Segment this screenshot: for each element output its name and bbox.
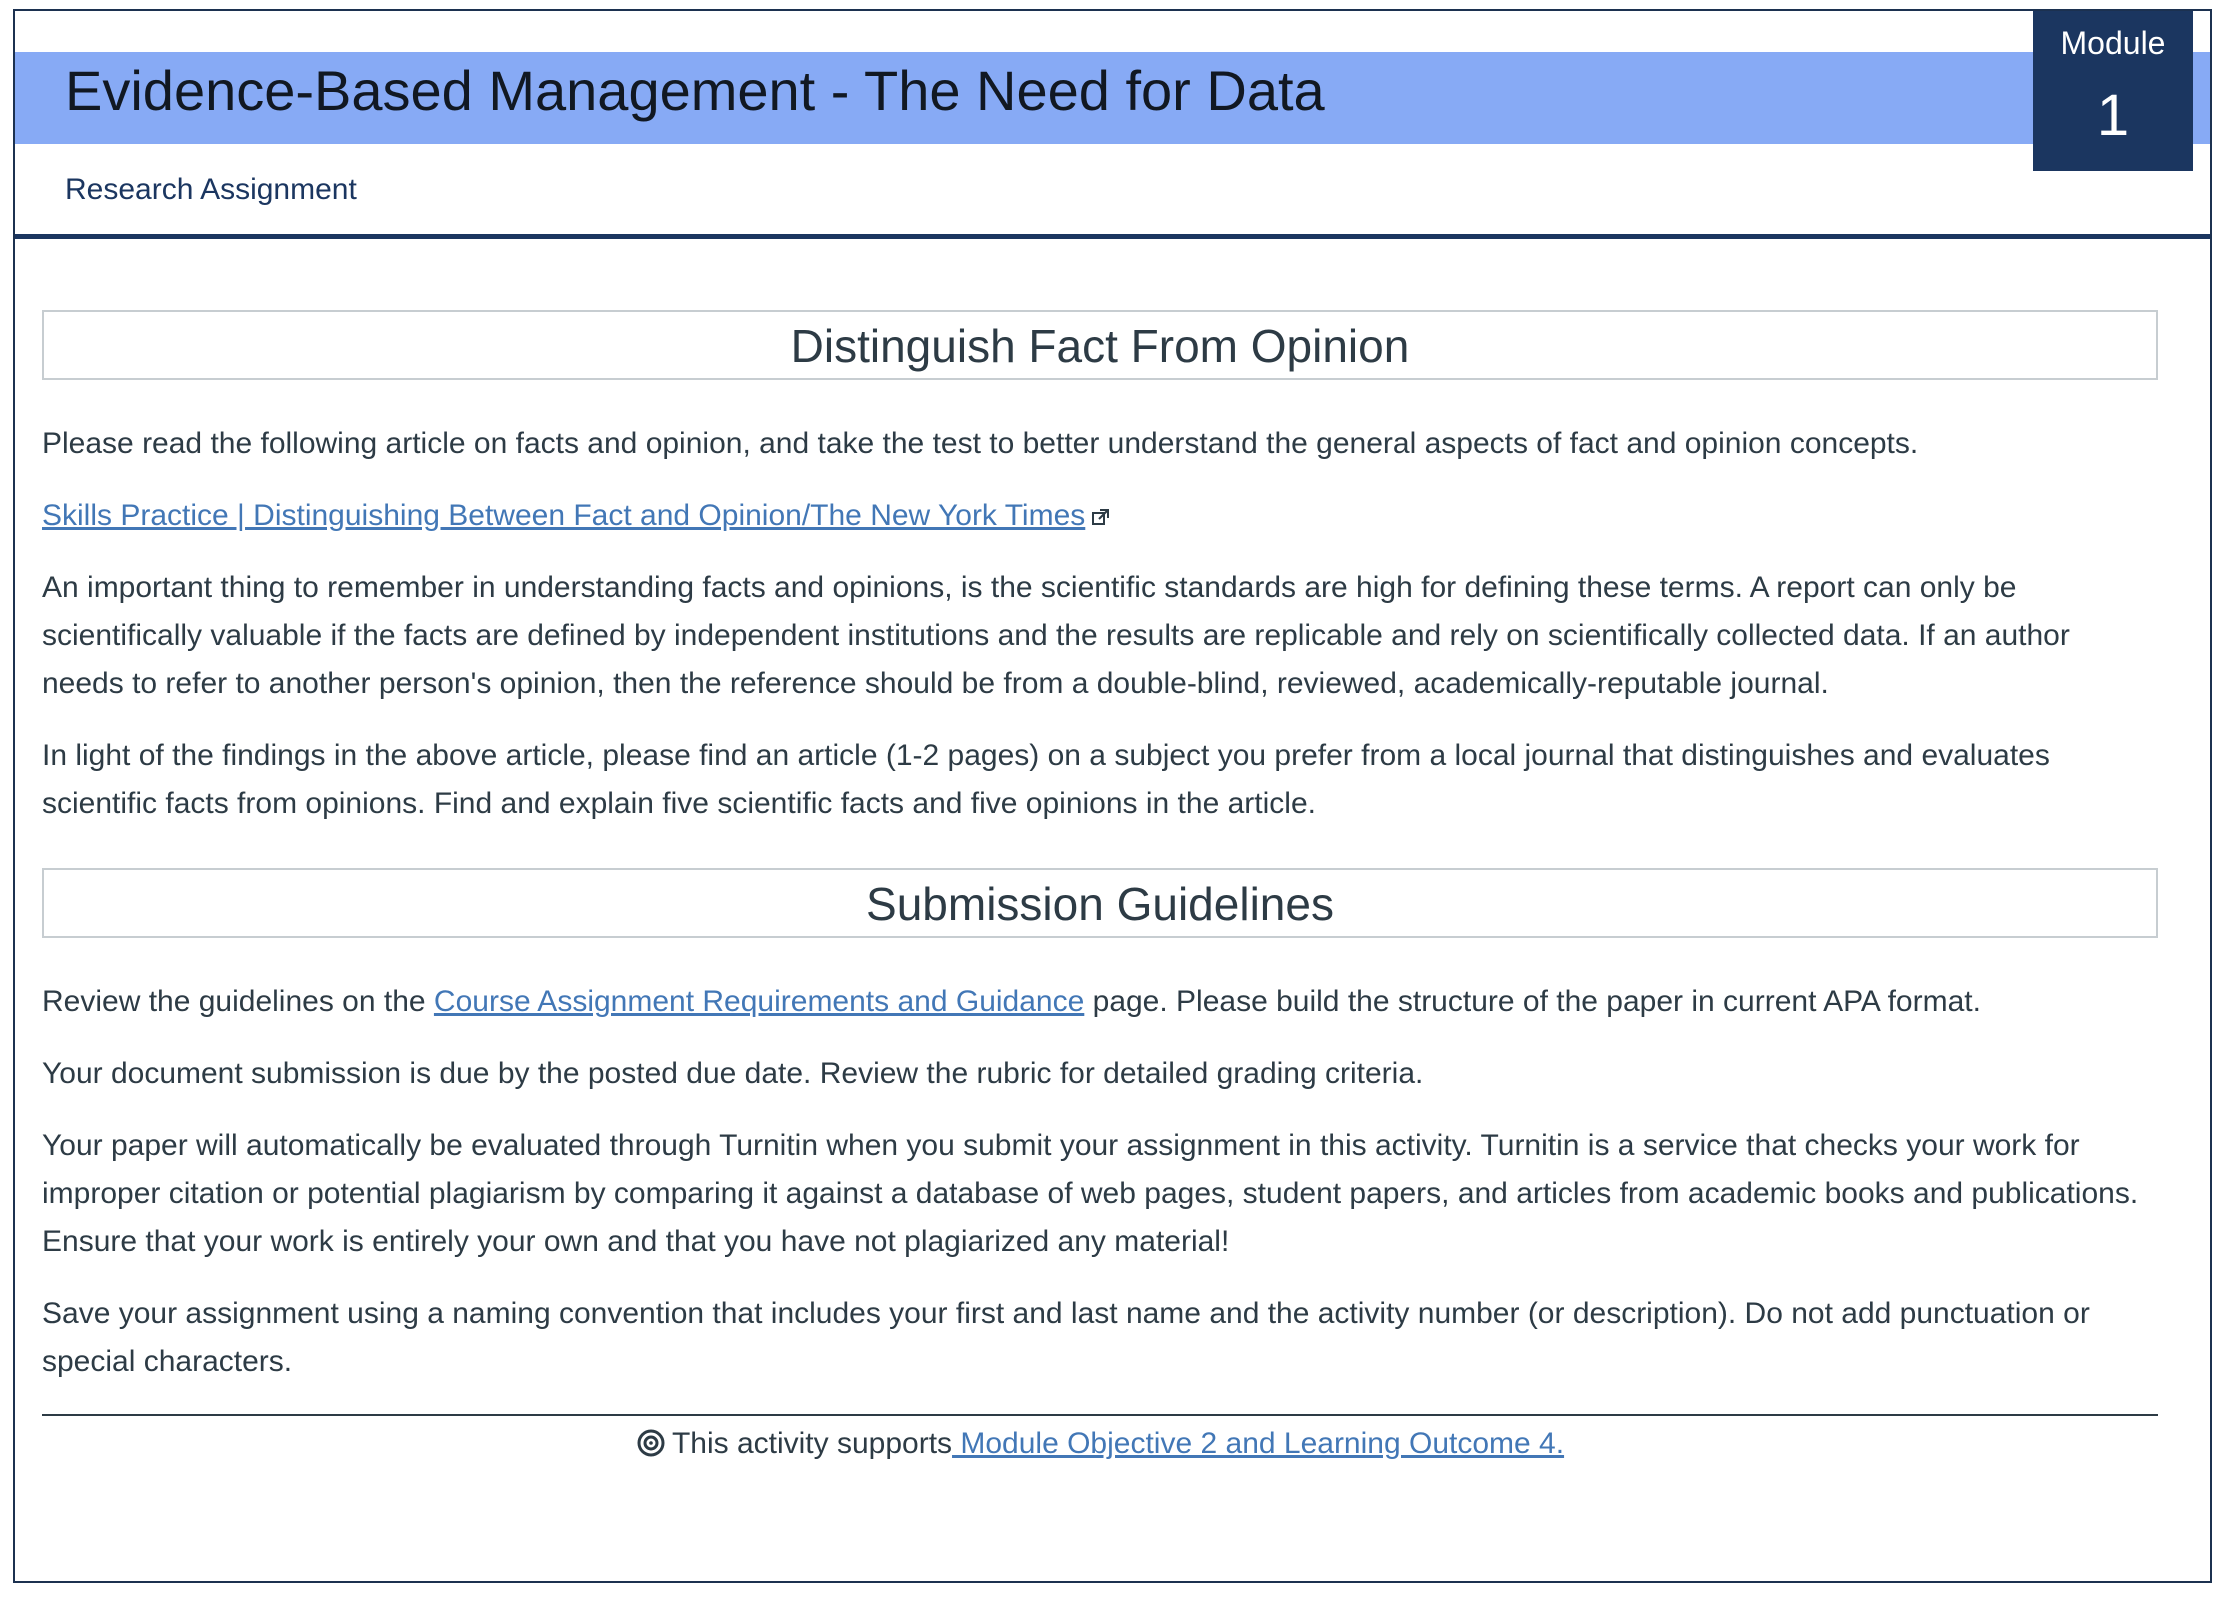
article-link-paragraph: [42, 492, 2158, 540]
standards-paragraph: An important thing to remember in understanding facts and opinions, is the scientific standards are high for defining these terms. A report can only be scientifically valuable if the facts are defined by independent institutions and the results are replicable and rely on scientifically collected data. If an author needs to refer to another person's opinion, then the reference should be from a double-blind, reviewed, academically-reputable journal.: [42, 571, 2070, 700]
module-objective-link[interactable]: Module Objective 2 and Learning Outcome 4.: [952, 1427, 1565, 1460]
guidelines-text-before: Review the guidelines on the: [42, 985, 434, 1018]
guidelines-text-after: page. Please build the structure of the paper in current APA format.: [1084, 985, 1981, 1018]
footer-divider: [42, 1414, 2158, 1416]
section-heading-submission: Submission Guidelines: [42, 868, 2158, 938]
module-number: 1: [2096, 83, 2130, 148]
page-subtitle: Research Assignment: [65, 173, 357, 206]
naming-convention-paragraph: Save your assignment using a naming convention that includes your first and last name and the activity number (or description). Do not add punctuation or special characters.: [42, 1297, 2090, 1378]
intro-paragraph: Please read the following article on facts and opinion, and take the test to better understand the general aspects of fact and opinion concepts.: [42, 427, 1919, 460]
assignment-content: [42, 310, 2158, 1468]
section-heading-fact-opinion: Distinguish Fact From Opinion: [42, 310, 2158, 380]
guidelines-paragraph: [42, 978, 2158, 1026]
module-badge: [2033, 11, 2193, 171]
turnitin-paragraph: Your paper will automatically be evaluated through Turnitin when you submit your assignment in this activity. Turnitin is a service that checks your work for improper citation or potential plagiarism by comparing it against a database of web pages, student papers, and articles from academic books and publications. Ensure that your work is entirely your own and that you have not plagiarized any material!: [42, 1129, 2139, 1258]
course-requirements-link[interactable]: Course Assignment Requirements and Guidance: [433, 985, 1085, 1018]
header-divider: [15, 234, 2210, 239]
target-icon: [636, 1428, 666, 1458]
module-label: Module: [2060, 25, 2166, 61]
objective-support-line: [42, 1420, 2158, 1468]
task-paragraph: In light of the findings in the above article, please find an article (1-2 pages) on a subject you prefer from a local journal that distinguishes and evaluates scientific facts from opinions. Find and explain five scientific facts and five opinions in the article.: [42, 739, 2050, 820]
page-title: Evidence-Based Management - The Need for Data: [65, 59, 1325, 122]
external-link-icon: [1091, 507, 1111, 527]
due-date-paragraph: Your document submission is due by the posted due date. Review the rubric for detailed grading criteria.: [42, 1057, 1424, 1090]
objective-support-text: This activity supports: [671, 1427, 953, 1460]
article-link[interactable]: Skills Practice | Distinguishing Between Fact and Opinion/The New York Times: [42, 499, 1086, 532]
